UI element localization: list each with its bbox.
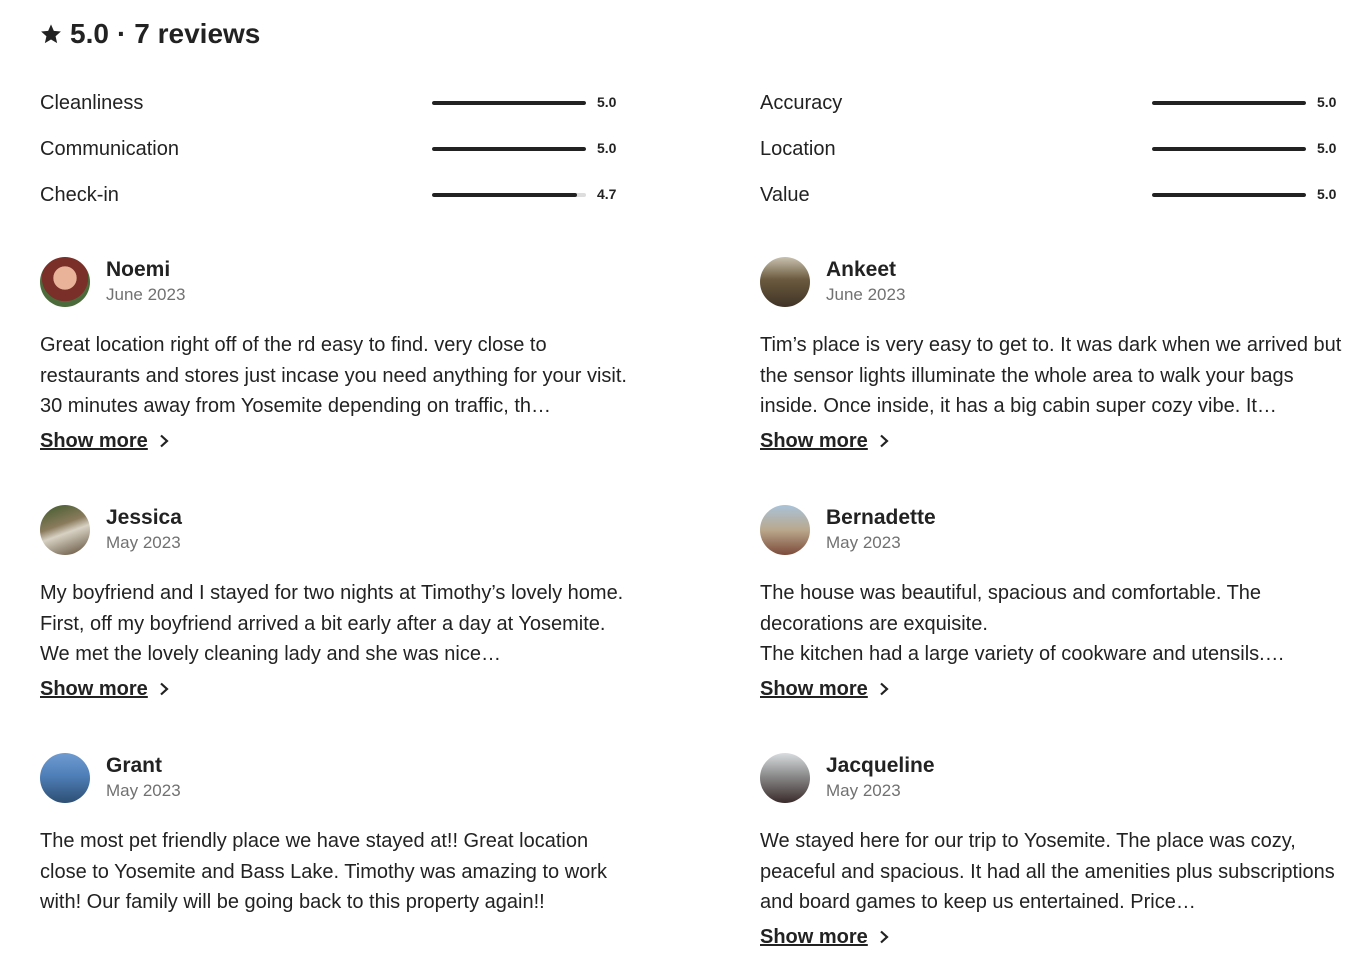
avatar[interactable] — [760, 753, 810, 803]
review-date: May 2023 — [826, 781, 901, 800]
rating-value: 5.0 — [1317, 186, 1337, 202]
review-date: May 2023 — [106, 781, 181, 800]
rating-label: Value — [760, 183, 810, 206]
avatar[interactable] — [760, 505, 810, 555]
rating-bar — [432, 101, 586, 105]
review-card — [760, 504, 1350, 701]
show-more-button[interactable] — [40, 678, 170, 701]
rating-bar — [1152, 193, 1306, 197]
reviewer-header — [40, 256, 630, 308]
reviewer-header — [760, 752, 1350, 804]
reviews-summary-header — [40, 14, 260, 54]
review-card — [40, 752, 630, 918]
rating-value: 4.7 — [597, 186, 617, 202]
rating-label: Check-in — [40, 183, 119, 206]
review-date: May 2023 — [826, 533, 901, 552]
review-date: June 2023 — [826, 285, 906, 304]
avatar[interactable] — [760, 257, 810, 307]
reviewer-name: Jacqueline — [826, 754, 935, 777]
rating-bar — [432, 193, 586, 197]
rating-row-value — [760, 172, 1340, 218]
avatar[interactable] — [40, 505, 90, 555]
rating-label: Accuracy — [760, 91, 843, 114]
review-card — [40, 504, 630, 701]
chevron-right-icon — [158, 682, 170, 696]
rating-bar — [1152, 101, 1306, 105]
reviewer-name: Ankeet — [826, 258, 897, 281]
reviewer-name: Jessica — [106, 506, 182, 529]
reviewer-header — [40, 752, 630, 804]
chevron-right-icon — [158, 434, 170, 448]
review-card — [760, 752, 1350, 949]
ratings-column-left — [40, 80, 620, 218]
chevron-right-icon — [878, 434, 890, 448]
rating-value: 5.0 — [1317, 94, 1337, 110]
reviewer-name: Bernadette — [826, 506, 936, 529]
review-card — [760, 256, 1350, 453]
avatar[interactable] — [40, 257, 90, 307]
review-card — [40, 256, 630, 453]
rating-row-check-in — [40, 172, 620, 218]
show-more-label: Show more — [40, 677, 148, 700]
review-text: The most pet friendly place we have stayed at!! Great location close to Yosemite and Bass Lake. Timothy was amazing to work with! Our family will be going back to this property again!! — [40, 830, 607, 913]
rating-value: 5.0 — [597, 140, 617, 156]
rating-label: Cleanliness — [40, 91, 144, 114]
show-more-button[interactable] — [760, 430, 890, 453]
review-text: Tim’s place is very easy to get to. It was dark when we arrived but the sensor lights illuminate the whole area to walk your bags inside. Once inside, it has a big cabin super cozy vibe. It… — [760, 334, 1342, 417]
reviewer-name: Noemi — [106, 258, 171, 281]
chevron-right-icon — [878, 682, 890, 696]
review-date: June 2023 — [106, 285, 186, 304]
overall-rating: 5.0 — [70, 18, 109, 49]
show-more-button[interactable] — [760, 678, 890, 701]
show-more-button[interactable] — [760, 926, 890, 949]
rating-row-communication — [40, 126, 620, 172]
reviewer-header — [760, 504, 1350, 556]
reviewer-name: Grant — [106, 754, 163, 777]
review-text: Great location right off of the rd easy to find. very close to restaurants and stores just incase you need anything for your visit. 30 minutes away from Yosemite depending on traffic, th… — [40, 334, 627, 417]
show-more-button[interactable] — [40, 430, 170, 453]
rating-bar — [432, 147, 586, 151]
review-text: My boyfriend and I stayed for two nights at Timothy’s lovely home. First, off my boyfriend arrived a bit early after a day at Yosemite. We met the lovely cleaning lady and she was nice… — [40, 582, 624, 665]
review-text: We stayed here for our trip to Yosemite. The place was cozy, peaceful and spacious. It had all the amenities plus subscriptions and board games to keep us entertained. Price… — [760, 830, 1335, 913]
show-more-label: Show more — [760, 677, 868, 700]
review-date: May 2023 — [106, 533, 181, 552]
rating-row-accuracy — [760, 80, 1340, 126]
rating-label: Communication — [40, 137, 179, 160]
chevron-right-icon — [878, 930, 890, 944]
star-icon — [40, 23, 62, 45]
show-more-label: Show more — [760, 925, 868, 948]
reviewer-header — [760, 256, 1350, 308]
rating-label: Location — [760, 137, 836, 160]
rating-row-location — [760, 126, 1340, 172]
reviews-count: 7 reviews — [134, 18, 261, 49]
show-more-label: Show more — [760, 429, 868, 452]
reviewer-header — [40, 504, 630, 556]
ratings-column-right — [760, 80, 1340, 218]
rating-row-cleanliness — [40, 80, 620, 126]
separator-dot: · — [116, 18, 127, 49]
avatar[interactable] — [40, 753, 90, 803]
review-text: The house was beautiful, spacious and comfortable. The decorations are exquisite. The kitchen had a large variety of cookware and utensils.… — [760, 582, 1285, 665]
rating-value: 5.0 — [597, 94, 617, 110]
rating-bar — [1152, 147, 1306, 151]
rating-value: 5.0 — [1317, 140, 1337, 156]
show-more-label: Show more — [40, 429, 148, 452]
